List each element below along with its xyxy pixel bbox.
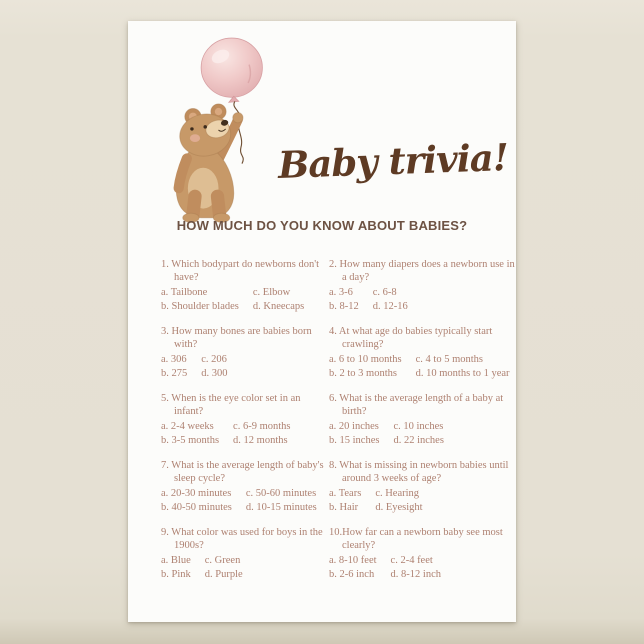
option-d: d. 10 months to 1 year: [415, 367, 510, 379]
option-c: c. 2-4 feet: [390, 555, 433, 566]
answer-options: [329, 554, 517, 581]
teddy-bear: [176, 104, 243, 222]
option-b: b. 40-50 minutes: [161, 501, 232, 513]
answer-options: [161, 487, 329, 514]
answer-options: [329, 487, 517, 514]
option-a: a. 306: [161, 354, 187, 365]
option-a: a. 20-30 minutes: [161, 488, 232, 499]
option-b: b. Pink: [161, 568, 191, 580]
option-a: a. Tears: [329, 488, 362, 499]
option-d: d. 22 inches: [393, 434, 444, 446]
question-text: 10.How far can a newborn baby see most clearly?: [329, 527, 503, 551]
option-c: c. 6-9 months: [233, 421, 291, 432]
question-text: 6. What is the average length of a baby at birth?: [329, 393, 504, 417]
answer-options: [161, 554, 329, 581]
question-5: [161, 392, 329, 446]
teddy-bear-balloon-illustration: [160, 35, 278, 229]
question-text: 1. Which bodypart do newborns don't have?: [161, 259, 320, 283]
option-d: d. Kneecaps: [252, 300, 305, 312]
script-title: Baby trivia!: [277, 135, 509, 187]
answer-options: [329, 286, 517, 313]
question-text: 4. At what age do babies typically start crawling?: [329, 326, 493, 350]
option-c: c. Green: [204, 555, 241, 566]
question-1: [161, 258, 329, 312]
option-c: c. Hearing: [375, 488, 420, 499]
option-c: c. 6-8: [372, 287, 397, 298]
option-a: a. Blue: [161, 555, 191, 566]
option-d: d. 12 months: [233, 434, 288, 446]
answer-options: [161, 353, 329, 380]
question-8: [329, 459, 517, 513]
card-subtitle: HOW MUCH DO YOU KNOW ABOUT BABIES?: [176, 218, 468, 233]
question-text: 7. What is the average length of baby's sleep cycle?: [161, 460, 324, 484]
question-4: [329, 325, 517, 379]
answer-options: [161, 286, 329, 313]
option-d: d. 8-12 inch: [390, 568, 441, 580]
option-a: a. 6 to 10 months: [329, 354, 402, 365]
option-c: c. Elbow: [252, 287, 291, 298]
option-a: a. 3-6: [329, 287, 353, 298]
question-text: 5. When is the eye color set in an infant?: [161, 393, 301, 417]
option-a: a. 2-4 weeks: [161, 421, 214, 432]
question-10: [329, 526, 517, 580]
question-7: [161, 459, 329, 513]
answer-options: [329, 420, 517, 447]
option-d: d. 12-16: [372, 300, 408, 312]
trivia-game-card: [128, 21, 516, 622]
option-a: a. 20 inches: [329, 421, 379, 432]
option-d: d. Eyesight: [375, 501, 423, 513]
questions-grid: [161, 258, 517, 580]
question-9: [161, 526, 329, 580]
question-text: 9. What color was used for boys in the 1900s?: [161, 527, 323, 551]
option-d: d. 300: [201, 367, 228, 379]
question-3: [161, 325, 329, 379]
option-a: a. Tailbone: [161, 287, 208, 298]
question-text: 8. What is missing in newborn babies until around 3 weeks of age?: [329, 460, 509, 484]
option-b: b. Shoulder blades: [161, 300, 239, 312]
pink-balloon: [201, 38, 262, 102]
option-b: b. 2-6 inch: [329, 568, 375, 580]
option-b: b. Hair: [329, 501, 359, 513]
option-b: b. 2 to 3 months: [329, 367, 397, 379]
option-c: c. 50-60 minutes: [245, 488, 317, 499]
option-b: b. 15 inches: [329, 434, 380, 446]
option-c: c. 4 to 5 months: [415, 354, 483, 365]
question-6: [329, 392, 517, 446]
option-c: c. 206: [201, 354, 227, 365]
option-b: b. 275: [161, 367, 188, 379]
option-b: b. 8-12: [329, 300, 359, 312]
question-text: 3. How many bones are babies born with?: [161, 326, 312, 350]
option-c: c. 10 inches: [393, 421, 444, 432]
answer-options: [329, 353, 517, 380]
answer-options: [161, 420, 329, 447]
question-2: [329, 258, 517, 312]
option-d: d. Purple: [204, 568, 243, 580]
option-d: d. 10-15 minutes: [245, 501, 317, 513]
option-a: a. 8-10 feet: [329, 555, 377, 566]
question-text: 2. How many diapers does a newborn use in a day?: [329, 259, 515, 283]
option-b: b. 3-5 months: [161, 434, 220, 446]
